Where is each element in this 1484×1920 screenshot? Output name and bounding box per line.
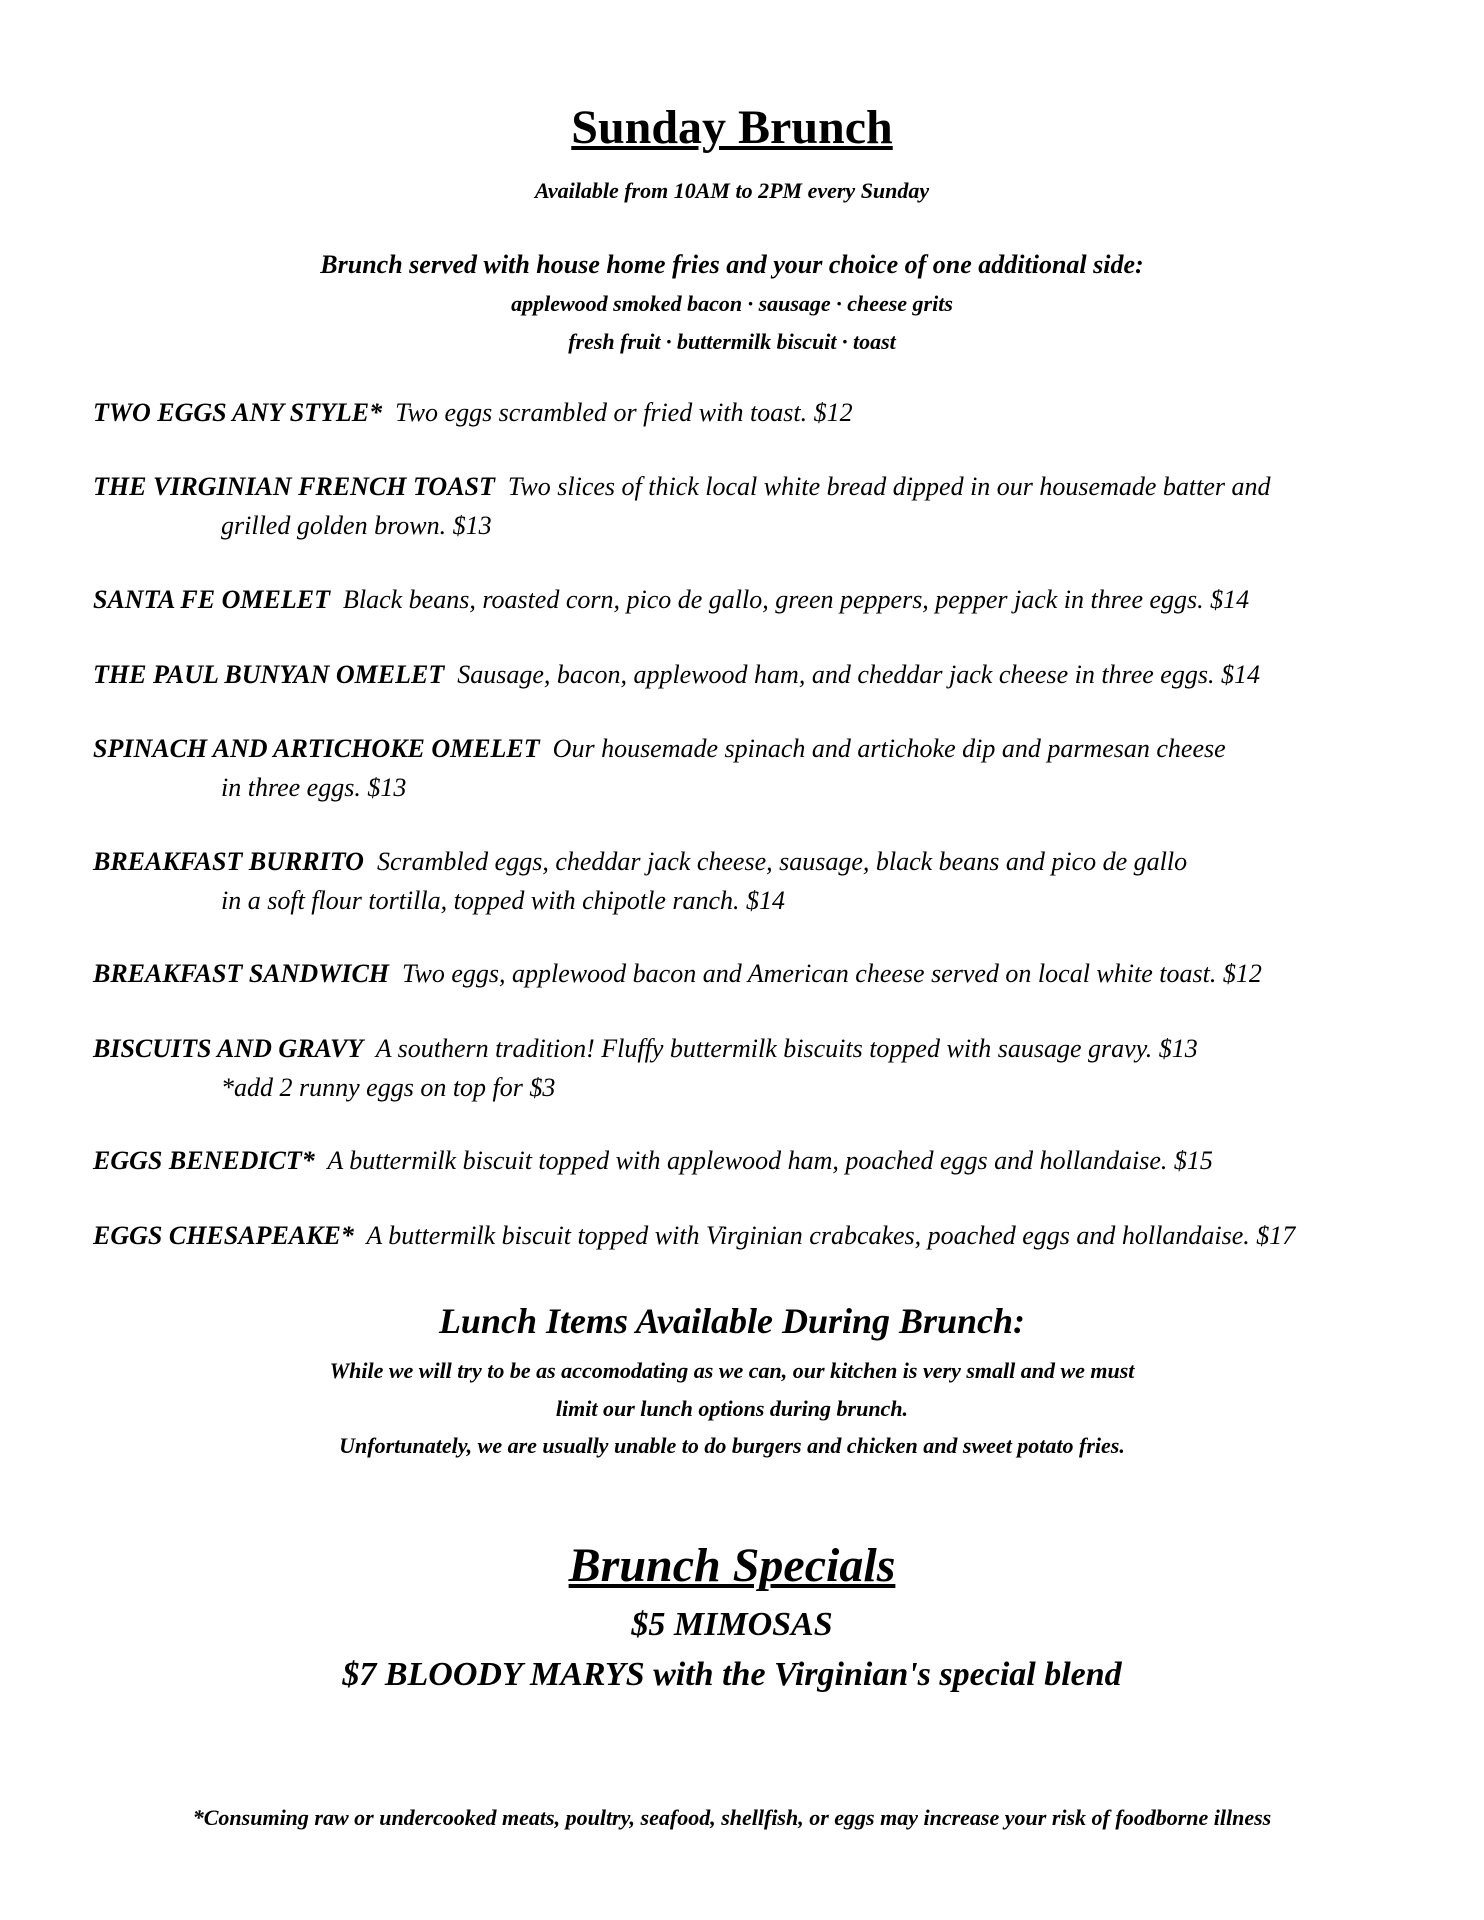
menu-item-eggs-chesapeake <box>93 1216 1473 1255</box>
lunch-note-line-1: While we will try to be as accomodating as we can, our kitchen is very small and we must <box>329 1358 1135 1383</box>
menu-item-name: BISCUITS AND GRAVY <box>93 1034 364 1063</box>
foodborne-illness-disclaimer: *Consuming raw or undercooked meats, poultry, seafood, shellfish, or eggs may increase your risk of foodborne illness <box>192 1805 1272 1830</box>
menu-item-name: EGGS BENEDICT* <box>93 1146 315 1175</box>
sides-line-2: fresh fruit · buttermilk biscuit · toast <box>568 329 896 354</box>
lunch-heading: Lunch Items Available During Brunch: <box>438 1301 1026 1341</box>
menu-item-name: THE VIRGINIAN FRENCH TOAST <box>93 472 495 501</box>
menu-item-desc-continued: grilled golden brown. $13 <box>221 511 492 540</box>
menu-item-spinach-artichoke-omelet <box>93 729 1473 807</box>
availability-note: Available from 10AM to 2PM every Sunday <box>534 178 930 203</box>
menu-item-desc-continued: in a soft flour tortilla, topped with chipotle ranch. $14 <box>221 886 786 915</box>
menu-item-name: THE PAUL BUNYAN OMELET <box>93 660 445 689</box>
menu-item-french-toast <box>93 467 1473 545</box>
menu-item-desc: Sausage, bacon, applewood ham, and cheddar jack cheese in three eggs. $14 <box>457 660 1260 689</box>
page-title: Sunday Brunch <box>571 101 893 154</box>
menu-item-name: BREAKFAST BURRITO <box>93 847 364 876</box>
menu-item-eggs-benedict <box>93 1141 1473 1180</box>
menu-item-desc: Two eggs scrambled or fried with toast. $12 <box>395 398 853 427</box>
menu-item-desc: A southern tradition! Fluffy buttermilk biscuits topped with sausage gravy. $13 <box>375 1034 1198 1063</box>
special-bloody-marys: $7 BLOODY MARYS with the Virginian's special blend <box>342 1656 1122 1693</box>
menu-item-name: SANTA FE OMELET <box>93 585 330 614</box>
menu-item-desc: Two eggs, applewood bacon and American cheese served on local white toast. $12 <box>402 959 1262 988</box>
special-mimosas: $5 MIMOSAS <box>631 1606 833 1643</box>
menu-item-biscuits-and-gravy <box>93 1029 1473 1107</box>
lunch-note-line-3: Unfortunately, we are usually unable to do burgers and chicken and sweet potato fries. <box>339 1433 1125 1458</box>
sides-line-1: applewood smoked bacon · sausage · cheese grits <box>511 291 953 316</box>
menu-item-santa-fe-omelet <box>93 580 1473 619</box>
menu-item-desc: A buttermilk biscuit topped with Virginian crabcakes, poached eggs and hollandaise. $17 <box>366 1221 1296 1250</box>
menu-item-desc: Scrambled eggs, cheddar jack cheese, sausage, black beans and pico de gallo <box>376 847 1188 876</box>
menu-item-desc-continued: in three eggs. $13 <box>221 773 407 802</box>
menu-item-breakfast-burrito <box>93 842 1473 920</box>
menu-item-desc: Two slices of thick local white bread dipped in our housemade batter and <box>507 472 1271 501</box>
menu-item-desc: Black beans, roasted corn, pico de gallo, green peppers, pepper jack in three eggs. $14 <box>342 585 1250 614</box>
menu-item-desc: Our housemade spinach and artichoke dip and parmesan cheese <box>552 734 1226 763</box>
menu-item-name: BREAKFAST SANDWICH <box>93 959 390 988</box>
menu-item-paul-bunyan-omelet <box>93 655 1473 694</box>
menu-item-desc: A buttermilk biscuit topped with applewood ham, poached eggs and hollandaise. $15 <box>327 1146 1213 1175</box>
specials-heading: Brunch Specials <box>568 1539 896 1592</box>
menu-item-two-eggs <box>93 393 1473 432</box>
menu-item-breakfast-sandwich <box>93 954 1473 993</box>
menu-item-desc-continued: *add 2 runny eggs on top for $3 <box>221 1073 556 1102</box>
menu-item-name: SPINACH AND ARTICHOKE OMELET <box>93 734 540 763</box>
menu-item-name: EGGS CHESAPEAKE* <box>93 1221 354 1250</box>
menu-item-name: TWO EGGS ANY STYLE* <box>93 398 383 427</box>
lunch-note-line-2: limit our lunch options during brunch. <box>555 1396 909 1421</box>
sides-heading: Brunch served with house home fries and your choice of one additional side: <box>320 250 1144 279</box>
